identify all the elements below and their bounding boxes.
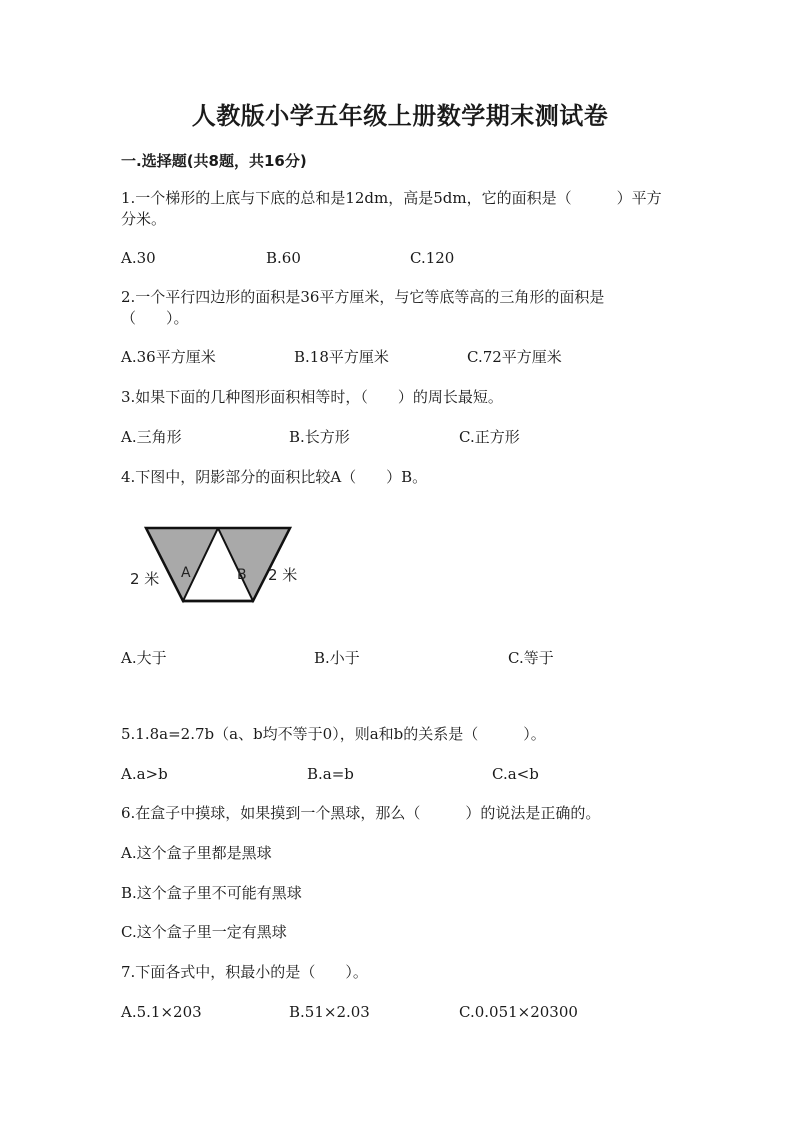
question-3-option-c: C.正方形 (459, 428, 520, 446)
question-1-stem-line-1: 1.一个梯形的上底与下底的总和是12dm，高是5dm，它的面积是（ ）平方 (121, 189, 662, 207)
figure-label-b: B (237, 567, 247, 583)
question-3-option-b: B.长方形 (289, 428, 350, 446)
question-4-option-a: A.大于 (121, 649, 167, 667)
question-1-option-a: A.30 (121, 249, 156, 267)
question-3-option-a: A.三角形 (121, 428, 182, 446)
question-2-stem-line-2: （ ）。 (121, 309, 189, 327)
question-4-option-b: B.小于 (314, 649, 360, 667)
figure-left-dimension: 2 米 (130, 570, 160, 588)
shaded-triangle-b (218, 528, 290, 601)
question-4-option-c: C.等于 (508, 649, 554, 667)
question-5-option-b: B.a=b (307, 765, 354, 783)
question-6-stem-line-1: 6.在盒子中摸球，如果摸到一个黑球，那么（ ）的说法是正确的。 (121, 804, 601, 822)
question-5-stem-line-1: 5.1.8a=2.7b（a、b均不等于0），则a和b的关系是（ ）。 (121, 725, 546, 743)
question-1-stem-line-2: 分米。 (121, 210, 167, 228)
question-2-option-b: B.18平方厘米 (294, 348, 389, 366)
question-1-option-b: B.60 (266, 249, 301, 267)
question-2-option-a: A.36平方厘米 (121, 348, 216, 366)
exam-title: 人教版小学五年级上册数学期末测试卷 (191, 102, 609, 130)
question-7-option-a: A.5.1×203 (121, 1003, 202, 1021)
figure-right-dimension: 2 米 (268, 566, 298, 584)
question-6-option-a: A.这个盒子里都是黑球 (121, 844, 272, 862)
question-7-option-c: C.0.051×20300 (459, 1003, 578, 1021)
question-6-option-b: B.这个盒子里不可能有黑球 (121, 884, 302, 902)
question-7-option-b: B.51×2.03 (289, 1003, 370, 1021)
question-2-option-c: C.72平方厘米 (467, 348, 562, 366)
question-4-stem-line-1: 4.下图中，阴影部分的面积比较A（ ）B。 (121, 468, 428, 486)
question-3-stem-line-1: 3.如果下面的几种图形面积相等时，（ ）的周长最短。 (121, 388, 503, 406)
figure-label-a: A (181, 565, 191, 581)
question-5-option-a: A.a>b (121, 765, 168, 783)
section-heading: 一.选择题(共8题，共16分) (121, 152, 307, 170)
question-2-stem-line-1: 2.一个平行四边形的面积是36平方厘米，与它等底等高的三角形的面积是 (121, 288, 605, 306)
trapezoid-figure (126, 522, 310, 604)
question-5-option-c: C.a<b (492, 765, 539, 783)
question-7-stem-line-1: 7.下面各式中，积最小的是（ ）。 (121, 963, 368, 981)
question-1-option-c: C.120 (410, 249, 455, 267)
question-6-option-c: C.这个盒子里一定有黑球 (121, 923, 287, 941)
